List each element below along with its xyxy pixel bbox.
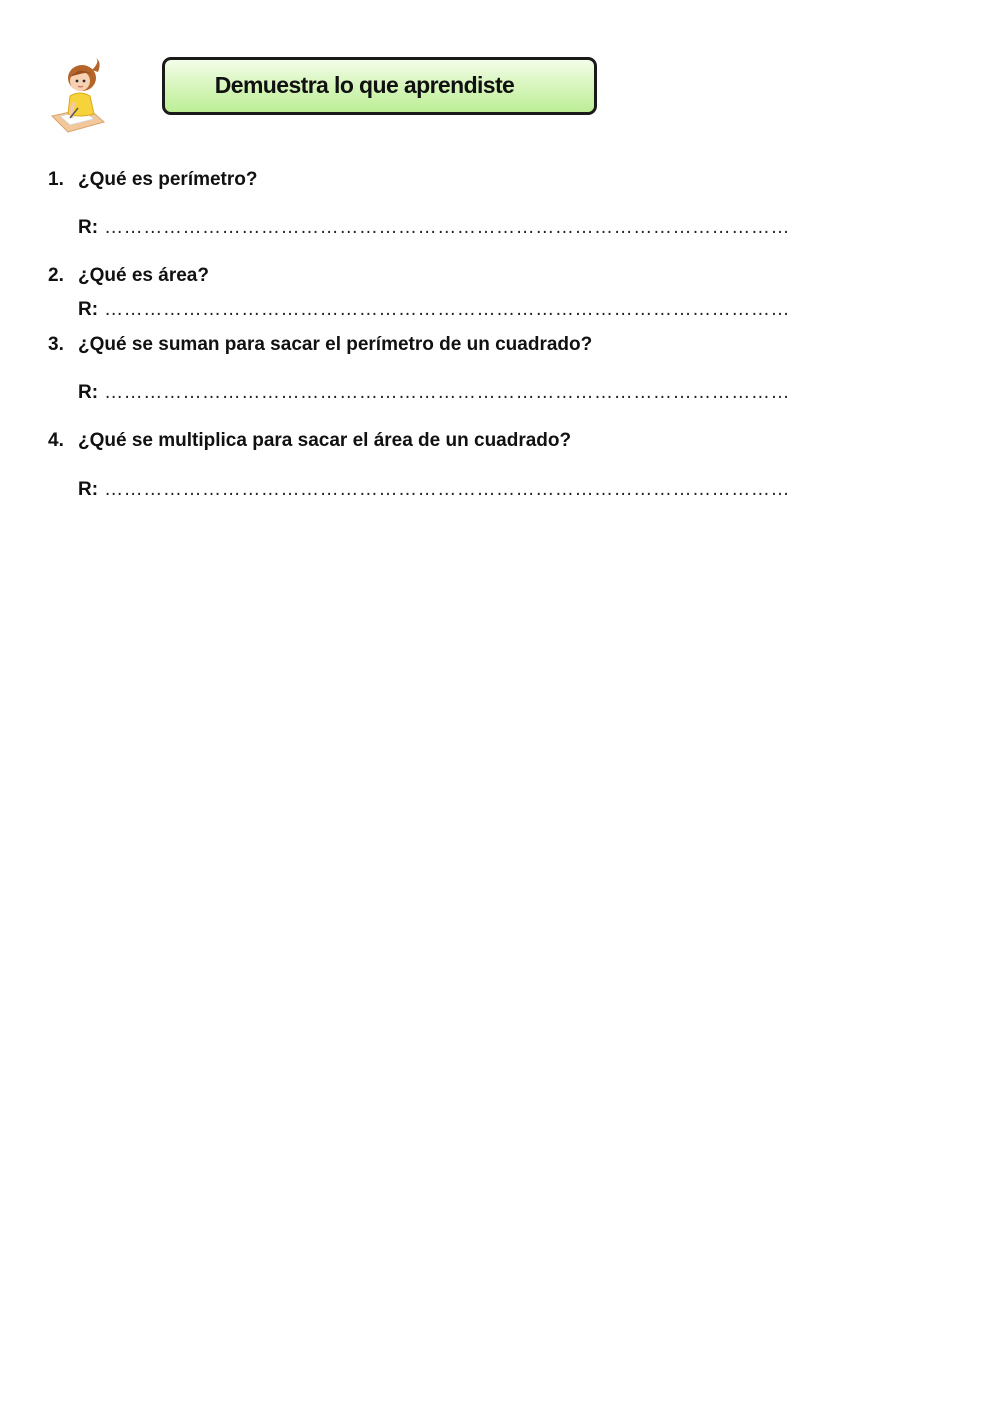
question-4 (48, 430, 571, 452)
page-title: Demuestra lo que aprendiste (214, 72, 515, 98)
answer-label: R: (78, 382, 99, 403)
answer-line-3[interactable] (78, 382, 830, 404)
question-text: ¿Qué se multiplica para sacar el área de un cuadrado? (78, 430, 572, 451)
answer-line-1[interactable] (78, 217, 830, 239)
question-number: 4. (48, 430, 64, 451)
answer-label: R: (78, 217, 99, 238)
title-box (162, 57, 597, 115)
answer-line-4[interactable] (78, 479, 830, 501)
answer-dots: …………………………………………………………………………………………… (104, 382, 791, 403)
question-text: ¿Qué se suman para sacar el perímetro de un cuadrado? (78, 334, 593, 355)
question-1 (48, 169, 258, 191)
answer-line-2[interactable] (78, 299, 830, 321)
question-text: ¿Qué es perímetro? (78, 169, 258, 190)
answer-label: R: (78, 479, 99, 500)
question-3 (48, 334, 592, 356)
question-text: ¿Qué es área? (78, 265, 209, 286)
girl-writing-icon (48, 56, 108, 134)
question-number: 3. (48, 334, 64, 355)
answer-dots: …………………………………………………………………………………………… (104, 479, 791, 500)
question-2 (48, 265, 209, 287)
question-number: 2. (48, 265, 64, 286)
answer-label: R: (78, 299, 99, 320)
answer-dots: …………………………………………………………………………………………… (104, 217, 791, 238)
question-number: 1. (48, 169, 64, 190)
answer-dots: …………………………………………………………………………………………… (104, 299, 791, 320)
